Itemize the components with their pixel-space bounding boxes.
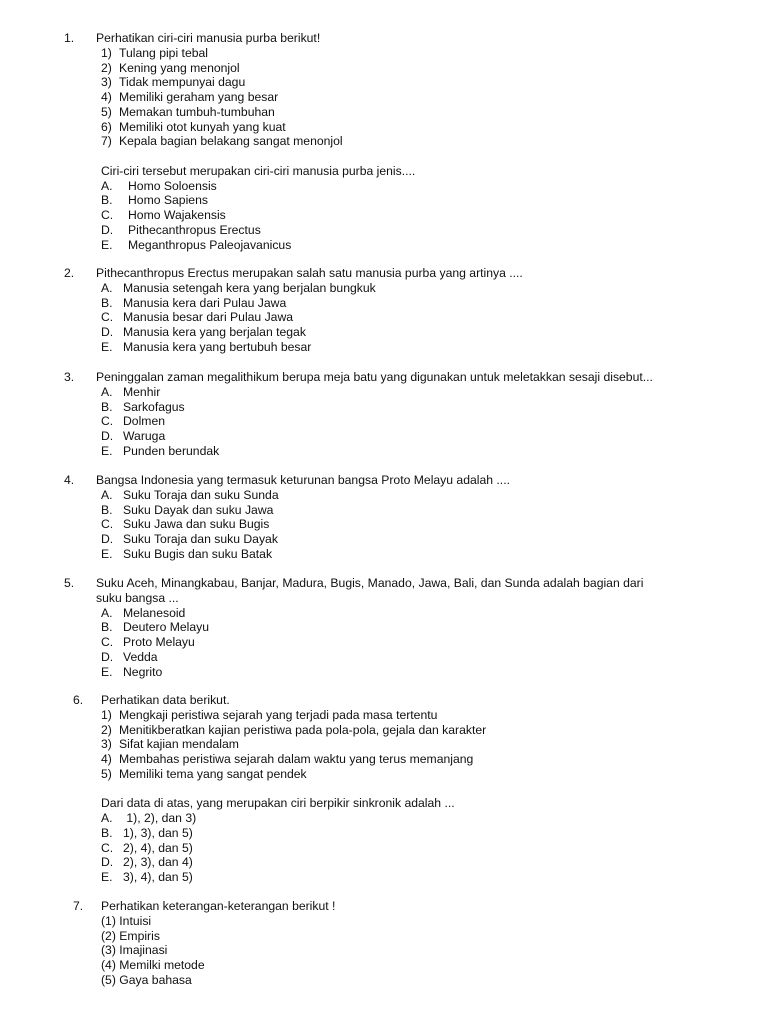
statement-list — [101, 914, 768, 988]
answer-option: E. Suku Bugis dan suku Batak — [101, 546, 273, 561]
answer-options — [101, 811, 768, 885]
answer-option: D. 2), 3), dan 4) — [101, 855, 193, 870]
question-number: 1. — [64, 31, 75, 45]
question-number: 4. — [64, 473, 75, 487]
answer-option: D. Pithecanthropus Erectus — [101, 222, 261, 237]
answer-option: B. Suku Dayak dan suku Jawa — [101, 502, 274, 517]
list-item: 5) Memiliki tema yang sangat pendek — [101, 766, 307, 781]
question-1 — [0, 31, 768, 252]
answer-option: C. Manusia besar dari Pulau Jawa — [101, 310, 294, 325]
question-text-line: Suku Aceh, Minangkabau, Banjar, Madura, Bugis, Manado, Jawa, Bali, dan Sunda adalah bagian dari — [96, 576, 644, 590]
question-prompt: Dari data di atas, yang merupakan ciri berpikir sinkronik adalah ... — [101, 796, 455, 811]
answer-option: B. Homo Sapiens — [101, 193, 208, 208]
question-7 — [0, 899, 768, 988]
answer-options — [101, 488, 768, 562]
answer-option: E. 3), 4), dan 5) — [101, 870, 193, 884]
list-item: 5) Memakan tumbuh-tumbuhan — [101, 104, 275, 119]
list-item: (1) Intuisi — [101, 913, 152, 928]
answer-option: B. Deutero Melayu — [101, 620, 210, 635]
question-4 — [0, 473, 768, 562]
question-5 — [0, 576, 768, 679]
list-item: 6) Memiliki otot kunyah yang kuat — [101, 119, 286, 134]
answer-option: E. Negrito — [101, 664, 163, 679]
list-item: (2) Empiris — [101, 928, 160, 943]
question-text: Perhatikan ciri-ciri manusia purba berikut! — [96, 31, 321, 45]
answer-option: D. Waruga — [101, 429, 166, 443]
answer-option: A. Homo Soloensis — [101, 178, 217, 193]
answer-option: A. 1), 2), dan 3) — [101, 811, 197, 825]
answer-option: C. Dolmen — [101, 414, 165, 429]
question-2 — [0, 266, 768, 355]
question-prompt: Ciri-ciri tersebut merupakan ciri-ciri manusia purba jenis.... — [101, 163, 416, 178]
answer-option: B. 1), 3), dan 5) — [101, 825, 193, 840]
answer-option: C. Homo Wajakensis — [101, 208, 226, 222]
question-text: Perhatikan keterangan-keterangan berikut ! — [101, 899, 336, 913]
answer-option: E. Punden berundak — [101, 443, 220, 458]
answer-option: A. Manusia setengah kera yang berjalan bungkuk — [101, 280, 376, 295]
question-text: Bangsa Indonesia yang termasuk keturunan bangsa Proto Melayu adalah .... — [96, 473, 510, 487]
answer-option: D. Vedda — [101, 649, 158, 664]
question-number: 2. — [64, 266, 75, 280]
answer-option: B. Manusia kera dari Pulau Jawa — [101, 295, 287, 310]
answer-option: E. Meganthropus Paleojavanicus — [101, 237, 292, 252]
answer-options — [101, 385, 768, 459]
statement-list — [101, 708, 768, 782]
answer-options — [101, 179, 768, 253]
question-text — [96, 576, 706, 606]
answer-option: A. Suku Toraja dan suku Sunda — [101, 487, 279, 502]
answer-option: B. Sarkofagus — [101, 399, 185, 414]
question-text-line: suku bangsa ... — [96, 590, 179, 605]
question-text: Pithecanthropus Erectus merupakan salah satu manusia purba yang artinya .... — [96, 266, 523, 280]
list-item: 3) Tidak mempunyai dagu — [101, 75, 246, 90]
list-item: (5) Gaya bahasa — [101, 972, 192, 987]
answer-option: C. Suku Jawa dan suku Bugis — [101, 517, 270, 532]
list-item: 1) Mengkaji peristiwa sejarah yang terjadi pada masa tertentu — [101, 707, 438, 722]
question-3 — [0, 370, 768, 459]
list-item: 7) Kepala bagian belakang sangat menonjol — [101, 134, 343, 149]
question-6 — [0, 693, 768, 885]
question-text: Peninggalan zaman megalithikum berupa meja batu yang digunakan untuk meletakkan sesaji disebut... — [96, 370, 653, 384]
question-number: 6. — [73, 693, 84, 707]
statement-list — [101, 46, 768, 149]
list-item: 4) Memiliki geraham yang besar — [101, 90, 279, 104]
question-number: 3. — [64, 370, 75, 384]
question-text: Perhatikan data berikut. — [101, 693, 230, 707]
list-item: (4) Memilki metode — [101, 958, 205, 972]
answer-option: A. Menhir — [101, 384, 161, 399]
answer-option: C. Proto Melayu — [101, 635, 195, 649]
list-item: 2) Kening yang menonjol — [101, 60, 240, 75]
question-number: 7. — [73, 899, 84, 913]
answer-option: A. Melanesoid — [101, 605, 186, 620]
list-item: 1) Tulang pipi tebal — [101, 45, 208, 60]
answer-option: D. Suku Toraja dan suku Dayak — [101, 532, 278, 546]
list-item: 3) Sifat kajian mendalam — [101, 737, 239, 752]
question-number: 5. — [64, 576, 75, 590]
list-item: (3) Imajinasi — [101, 943, 168, 958]
list-item: 2) Menitikberatkan kajian peristiwa pada pola-pola, gejala dan karakter — [101, 722, 487, 737]
list-item: 4) Membahas peristiwa sejarah dalam waktu yang terus memanjang — [101, 752, 474, 766]
answer-option: C. 2), 4), dan 5) — [101, 840, 193, 855]
answer-option: E. Manusia kera yang bertubuh besar — [101, 339, 312, 354]
answer-options — [101, 281, 768, 355]
answer-option: D. Manusia kera yang berjalan tegak — [101, 325, 306, 339]
answer-options — [101, 606, 768, 680]
